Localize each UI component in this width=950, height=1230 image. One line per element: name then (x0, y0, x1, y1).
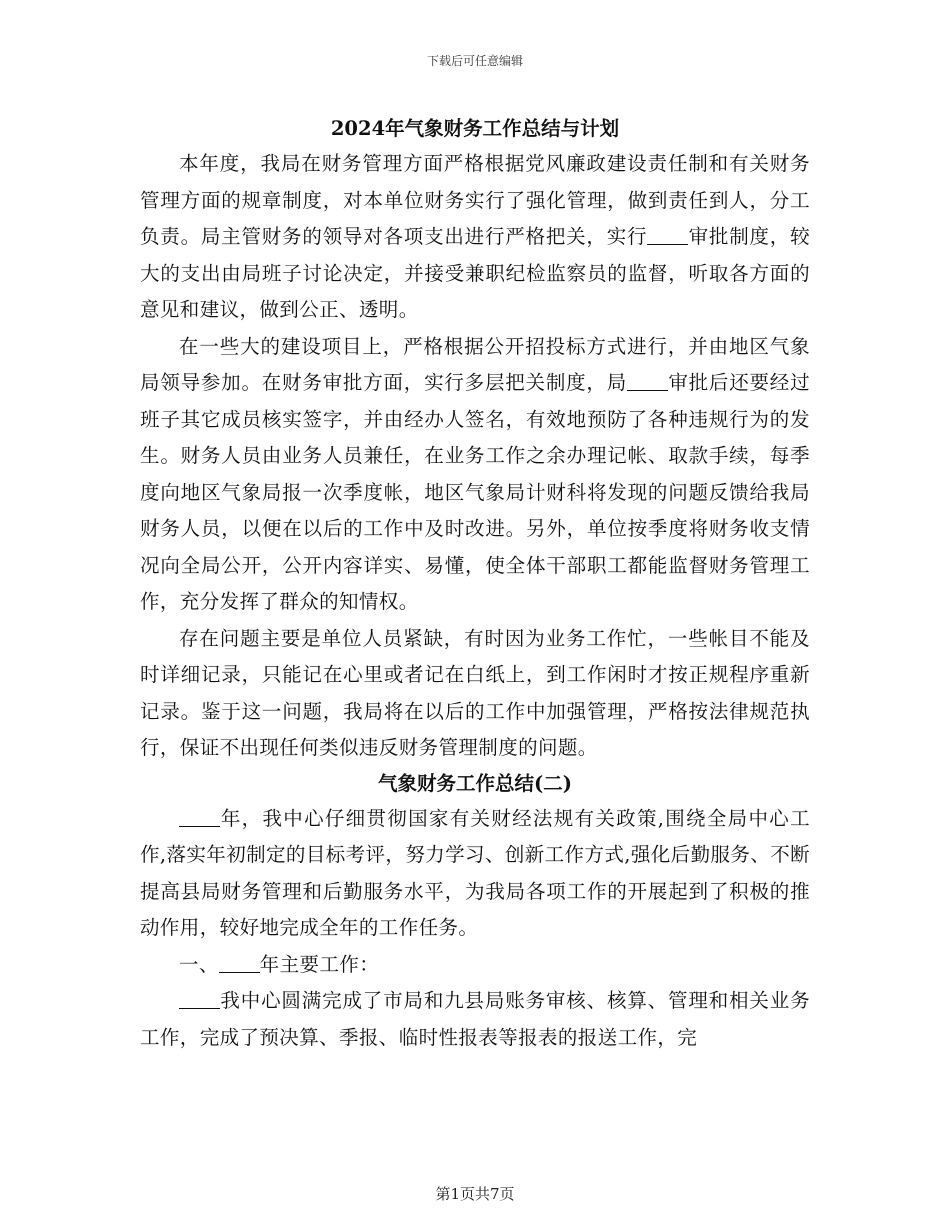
paragraph-6-text: 我中心圆满完成了市局和九县局账务审核、核算、管理和相关业务工作，完成了预决算、季报、临时性报表等报表的报送工作，完 (140, 989, 810, 1049)
fill-blank (179, 807, 220, 827)
paragraph-4 (140, 801, 810, 947)
paragraph-5-part-1: 一、 (179, 952, 219, 976)
paragraph-3: 存在问题主要是单位人员紧缺，有时因为业务工作忙，一些帐目不能及时详细记录，只能记在心里或者记在白纸上，到工作闲时才按正规程序重新记录。鉴于这一问题，我局将在以后的工作中加强管理，严格按法律规范执行，保证不出现任何类似违反财务管理制度的问题。 (140, 626, 810, 759)
page-number: 第1页共7页 (435, 1185, 515, 1203)
paragraph-6 (140, 983, 810, 1056)
paragraph-1 (140, 146, 810, 329)
paragraph-1-part-2: 审批制度，较大的支出由局班子讨论决定，并接受兼职纪检监察员的监督，听取各方面的意见和建议，做到公正、透明。 (140, 225, 810, 321)
fill-blank (647, 226, 688, 246)
fill-blank (179, 990, 220, 1010)
page-header-note: 下载后可任意编辑 (426, 54, 523, 68)
section-2-title: 气象财务工作总结(二) (378, 771, 572, 795)
fill-blank (627, 372, 668, 392)
paragraph-2 (140, 329, 810, 621)
document-title: 2024年气象财务工作总结与计划 (330, 117, 620, 140)
paragraph-5 (140, 947, 810, 984)
document-body (140, 112, 810, 1056)
paragraph-4-text: 年，我中心仔细贯彻国家有关财经法规有关政策,围绕全局中心工作,落实年初制定的目标考评，努力学习、创新工作方式,强化后勤服务、不断提高县局财务管理和后勤服务水平，为我局各项工作的开展起到了积极的推动作用，较好地完成全年的工作任务。 (140, 806, 810, 939)
paragraph-5-part-2: 年主要工作： (259, 952, 380, 976)
fill-blank (219, 953, 260, 973)
paragraph-2-part-2: 审批后还要经过班子其它成员核实签字，并由经办人签名，有效地预防了各种违规行为的发生。财务人员由业务人员兼任，在业务工作之余办理记帐、取款手续，每季度向地区气象局报一次季度帐，地区气象局计财科将发现的问题反馈给我局财务人员，以便在以后的工作中及时改进。另外，单位按季度将财务收支情况向全局公开，公开内容详实、易懂，使全体干部职工都能监督财务管理工作，充分发挥了群众的知情权。 (140, 371, 810, 613)
paragraph-1-part-1: 本年度，我局在财务管理方面严格根据党风廉政建设责任制和有关财务管理方面的规章制度，对本单位财务实行了强化管理，做到责任到人，分工负责。局主管财务的领导对各项支出进行严格把关，实行 (140, 152, 810, 248)
paragraph-2-part-1: 在一些大的建设项目上，严格根据公开招投标方式进行，并由地区气象局领导参加。在财务审批方面，实行多层把关制度，局 (140, 334, 810, 394)
